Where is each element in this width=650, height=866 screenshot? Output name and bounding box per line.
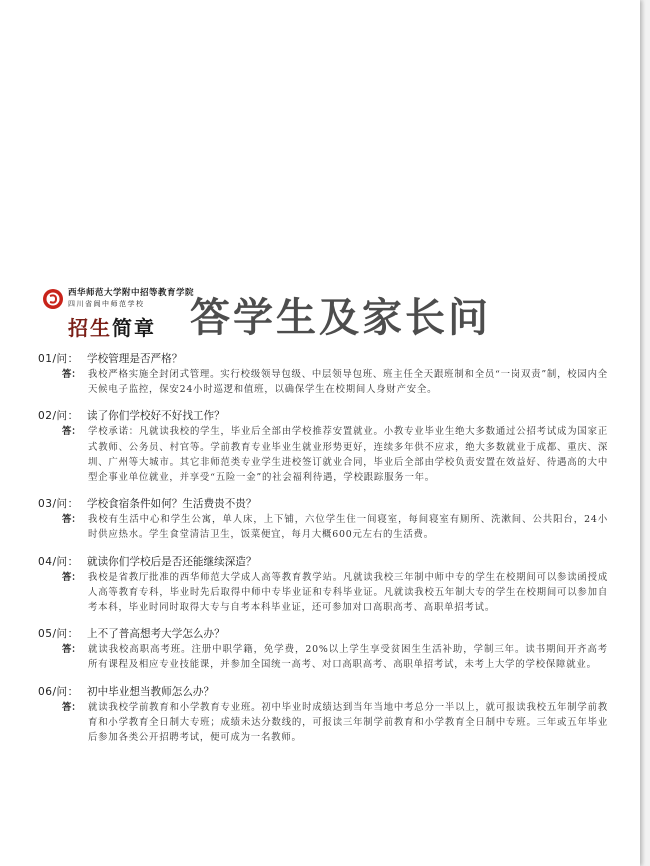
- answer-text: 学校承诺：凡就读我校的学生，毕业后全部由学校推荐安置就业。小教专业毕业生绝大多数通过公招考试成为国家正式教师、公务员、村官等。学前教育专业毕业生就业形势更好，连续多年供不应求，绝大多数就业于成都、重庆、深圳、广州等大城市。其它非师范类专业学生进校签订就业合同，毕业后全部由学校负责安置在效益好、待遇高的大中型企事业单位就业，并享受“五险一金”的社会福利待遇，学校跟踪服务一年。: [88, 426, 608, 484]
- question-text: 读了你们学校好不好找工作？: [87, 410, 225, 423]
- question-text: 上不了普高想考大学怎么办？: [87, 628, 225, 641]
- question-number: 04/问：: [38, 555, 79, 568]
- question-number: 05/问：: [38, 628, 79, 641]
- qa-item-2: [38, 409, 608, 485]
- school-emblem-icon: [42, 288, 64, 310]
- answer-label: 答：: [62, 426, 81, 438]
- answer: [38, 424, 608, 485]
- answer-text: 就读我校学前教育和小学教育专业班。初中毕业时成绩达到当年当地中考总分一半以上，就可报读我校五年制学前教育和小学教育全日制大专班；成绩未达分数线的，可报读三年制学前教育和小学教育全日制中专班。三年或五年毕业后参加各类公开招聘考试，便可成为一名教师。: [88, 701, 608, 744]
- question-text: 就读你们学校后是否还能继续深造？: [87, 555, 257, 568]
- question: [38, 409, 608, 424]
- answer-label: 答：: [62, 701, 81, 713]
- question: [38, 497, 608, 512]
- brochure-label: 招生简章: [68, 316, 156, 340]
- question-number: 03/问：: [38, 498, 79, 511]
- qa-item-6: [38, 685, 608, 746]
- question: [38, 352, 608, 367]
- answer-text: 就读我校高职高考班。注册中职学籍，免学费，20%以上学生享受贫困生生活补助，学制三年。读书期间开齐高考所有课程及相应专业技能课，并参加全国统一高考、对口高职高考、高职单招考试，未考上大学的学校保障就业。: [88, 644, 608, 671]
- question: [38, 627, 608, 642]
- question: [38, 685, 608, 700]
- question-text: 学校管理是否严格？: [87, 353, 183, 365]
- qa-item-1: [38, 352, 608, 397]
- answer-text: 我校有生活中心和学生公寓，单人床，上下铺，六位学生住一间寝室，每间寝室有厕所、洗漱间、公共阳台，24小时供应热水。学生食堂清洁卫生，饭菜便宜，每月大概600元左右的生活费。: [88, 514, 608, 541]
- qa-item-4: [38, 555, 608, 616]
- answer: [38, 570, 608, 616]
- page-header: [40, 284, 600, 344]
- answer-text: 我校是省教厅批准的西华师范大学成人高等教育教学站。凡就读我校三年制中师中专的学生在校期间可以参读函授成人高等教育专科，毕业时先后取得中师中专毕业证和专科毕业证。凡就读我校五年制大专的学生在校期间可以参加自考本科，毕业时同时取得大专与自考本科毕业证，还可参加对口高职高考、高职单招考试。: [88, 571, 608, 614]
- answer-label: 答：: [62, 644, 81, 656]
- question: [38, 555, 608, 570]
- school-name-line2: 四川省阆中师范学校: [68, 300, 145, 308]
- question-number: 01/问：: [38, 353, 79, 365]
- school-logo-block: [40, 284, 200, 340]
- school-name-line1: 西华师范大学附中招等教育学院: [68, 288, 195, 298]
- answer: [38, 642, 608, 672]
- qa-item-5: [38, 627, 608, 672]
- answer-label: 答：: [62, 369, 81, 380]
- question-number: 06/问：: [38, 685, 79, 698]
- question-text: 学校食宿条件如何？生活费贵不贵？: [87, 498, 257, 511]
- answer: [38, 512, 608, 542]
- answer-text: 我校严格实施全封闭式管理。实行校级领导包级、中层领导包班、班主任全天跟班制和全员“一岗双责”制，校园内全天候电子监控，保安24小时巡逻和值班，以确保学生在校期间人身财产安全。: [88, 369, 608, 396]
- answer: [38, 367, 608, 397]
- answer: [38, 700, 608, 746]
- qa-item-3: [38, 497, 608, 542]
- qa-list: [38, 352, 608, 757]
- page-title: 答学生及家长问: [190, 295, 491, 341]
- question-text: 初中毕业想当教师怎么办？: [87, 685, 215, 698]
- question-number: 02/问：: [38, 410, 79, 423]
- answer-label: 答：: [62, 571, 81, 583]
- answer-label: 答：: [62, 514, 81, 526]
